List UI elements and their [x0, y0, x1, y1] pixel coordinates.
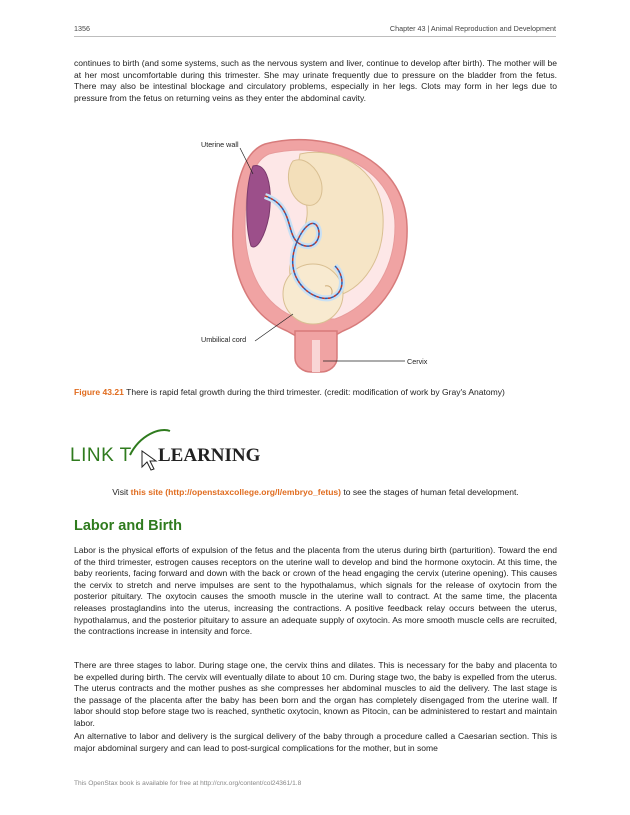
label-cervix: Cervix [407, 357, 428, 366]
page-number: 1356 [74, 24, 90, 33]
section-title: Labor and Birth [74, 518, 182, 534]
fetus-figure [195, 126, 440, 380]
logo-word-learning: LEARNING [158, 445, 261, 466]
intro-paragraph: continues to birth (and some systems, such as the nervous system and liver, continue to develop after birth). The mother will be at her most uncomfortable during this trimester. She may urinate frequently due to pressure on the bladder from the fetus. There may also be intestinal blockage and circulatory problems, especially in her legs. Clots may form in her legs due to pressure from the fetus on returning veins as they enter the abdominal cavity. [74, 58, 557, 103]
labor-paragraph-1: Labor is the physical efforts of expulsion of the fetus and the placenta from the uterus during birth (parturition). Toward the end of the third trimester, estrogen causes receptors on the uterine wall to develop and bind the hormone oxytocin. At this time, the baby reorients, facing forward and down with the back or crown of the head engaging the cervix (uterine opening). This causes the cervix to stretch and nerve impulses are sent to the hypothalamus, which signals for the release of oxytocin from the posterior pituitary. The oxytocin causes the smooth muscle in the uterine wall to contract. At the same time, the placenta releases prostaglandins into the uterus, increasing the contractions. A positive feedback relay occurs between the uterus, hypothalamus, and the posterior pituitary to assure an adequate supply of oxytocin. As more smooth muscle cells are recruited, the contractions increase in intensity and force. [74, 545, 557, 637]
embryo-fetus-link[interactable]: this site (http://openstaxcollege.org/l/embryo_fetus) [130, 487, 342, 497]
visit-prefix: Visit [112, 487, 131, 497]
link-to-learning-logo [70, 425, 261, 475]
figure-caption-text: There is rapid fetal growth during the third trimester. (credit: modification of work by Gray's Anatomy) [123, 387, 505, 397]
page-footer: This OpenStax book is available for free at http://cnx.org/content/col24361/1.8 [74, 780, 302, 787]
visit-suffix: to see the stages of human fetal development. [341, 487, 519, 497]
label-umbilical-cord: Umbilical cord [201, 335, 247, 344]
logo-word-link-to: LINK T [70, 445, 132, 466]
figure-caption [74, 387, 557, 397]
visit-line [74, 487, 557, 497]
labor-paragraph-2: There are three stages to labor. During stage one, the cervix thins and dilates. This is necessary for the baby and placenta to be expelled during birth. The cervix will eventually dilate to about 10 cm. During stage two, the baby is expelled from the uterus. The uterus contracts and the mother pushes as she compresses her abdominal muscles to aid the delivery. The last stage is the passage of the placenta after the baby has been born and the organ has completely disengaged from the uterine wall. If labor should stop before stage two is reached, synthetic oxytocin, known as Pitocin, can be administered to restart and maintain labor. [74, 660, 557, 728]
page-header [74, 24, 556, 36]
chapter-title: Chapter 43 | Animal Reproduction and Development [389, 24, 556, 33]
header-rule [74, 36, 556, 37]
label-uterine-wall: Uterine wall [201, 140, 239, 149]
figure-number: Figure 43.21 [74, 387, 124, 397]
labor-paragraph-3: An alternative to labor and delivery is the surgical delivery of the baby through a procedure called a Caesarian section. This is major abdominal surgery and can lead to post-surgical complications for the mother, but in some [74, 731, 557, 753]
